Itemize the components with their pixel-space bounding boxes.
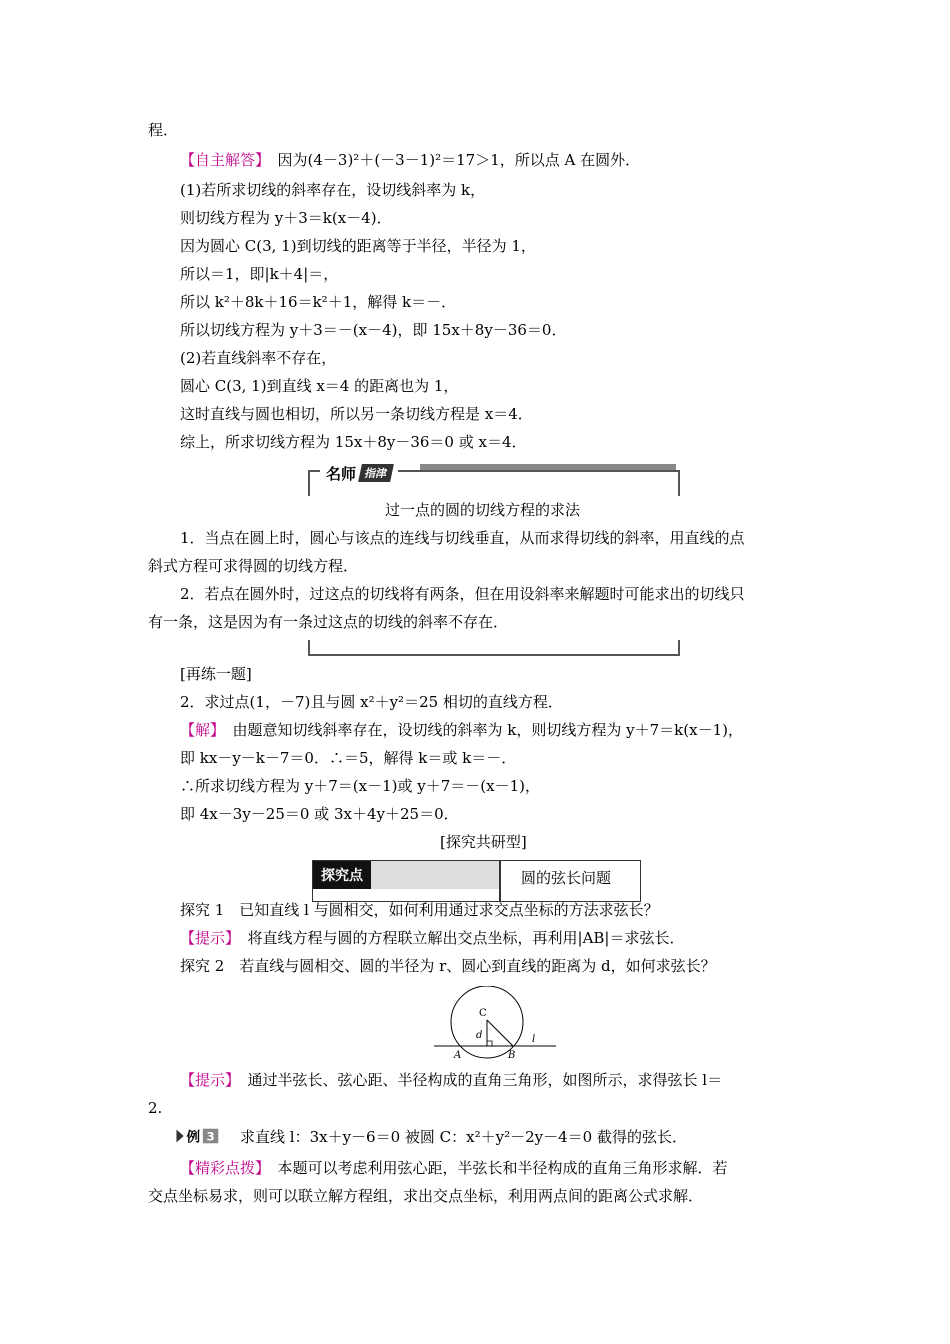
answer-tag: 【自主解答】 — [180, 151, 263, 169]
tip-paragraph: 2．若点在圆外时，过这点的切线将有两条，但在用设斜率来解题时可能求出的切线只 — [180, 585, 745, 603]
text-line: 因为圆心 C(3, 1)到切线的距离等于半径，半径为 1， — [180, 237, 536, 255]
text-line: (1)若所求切线的斜率存在，设切线斜率为 k， — [180, 181, 486, 199]
section-header: [探究共研型] — [440, 833, 527, 851]
hint-tag: 【提示】 — [180, 1071, 233, 1089]
text-line: 【解】 由题意知切线斜率存在，设切线的斜率为 k，则切线方程为 y＋7＝k(x－1)， — [180, 721, 743, 739]
example-badge — [176, 1126, 226, 1146]
text-line: 圆心 C(3, 1)到直线 x＝4 的距离也为 1， — [180, 377, 459, 395]
text-line: ∴所求切线方程为 y＋7＝(x－1)或 y＋7＝－(x－1)， — [180, 777, 540, 795]
text-line: 【提示】 将直线方程与圆的方程联立解出交点坐标，再利用|AB|＝求弦长． — [180, 929, 685, 947]
radius-segment — [487, 1020, 513, 1046]
text-line: 【提示】 通过半弦长、弦心距、半径构成的直角三角形，如图所示，求得弦长 l＝ — [180, 1071, 723, 1089]
label-l: l — [532, 1034, 536, 1045]
explore-question: 探究 1 已知直线 l 与圆相交，如何利用通过求交点坐标的方法求弦长？ — [180, 901, 659, 919]
hint-tag: 【精彩点拨】 — [180, 1159, 263, 1177]
label-c: C — [479, 1008, 487, 1019]
label-b: B — [508, 1050, 516, 1061]
tip-box-title: 过一点的圆的切线方程的求法 — [385, 501, 581, 519]
text-line: 所以 k²＋8k＋16＝k²＋1，解得 k＝－． — [180, 293, 457, 311]
label-a: A — [454, 1050, 462, 1061]
example-question: 求直线 l：3x＋y－6＝0 被圆 C：x²＋y²－2y－4＝0 截得的弦长． — [240, 1128, 687, 1146]
text-line: 则切线方程为 y＋3＝k(x－4)． — [180, 209, 392, 227]
text-line: 程． — [148, 121, 179, 139]
text-line: 2. — [148, 1099, 163, 1117]
explore-question: 探究 2 若直线与圆相交、圆的半径为 r、圆心到直线的距离为 d，如何求弦长？ — [180, 957, 716, 975]
chord-diagram — [430, 986, 560, 1062]
tip-paragraph: 1．当点在圆上时，圆心与该点的连线与切线垂直，从而求得切线的斜率，用直线的点 — [180, 529, 745, 547]
text-line: 综上，所求切线方程为 15x＋8y－36＝0 或 x＝4． — [180, 433, 527, 451]
explore-point-separator — [499, 861, 501, 901]
tip-paragraph: 有一条，这是因为有一条过这点的切线的斜率不存在． — [148, 613, 509, 631]
hint-tag: 【提示】 — [180, 929, 233, 947]
explore-point-badge: 探究点 — [313, 861, 371, 889]
text-line: 所以＝1，即|k＋4|＝， — [180, 265, 339, 283]
example-number: 3 — [206, 1129, 215, 1144]
tip-box-header-bar — [420, 464, 676, 470]
text-line: 即 4x－3y－25＝0 或 3x＋4y＋25＝0． — [180, 805, 459, 823]
practice-question: 2．求过点(1，－7)且与圆 x²＋y²＝25 相切的直线方程． — [180, 693, 563, 711]
text-line: 即 kx－y－k－7＝0．∴＝5，解得 k＝或 k＝－． — [180, 749, 517, 767]
text-line: 【精彩点拨】 本题可以考虑利用弦心距，半弦长和半径构成的直角三角形求解．若 — [180, 1159, 728, 1177]
tip-box-bottom — [308, 640, 680, 656]
explore-point-box — [312, 860, 641, 902]
explore-point-gray — [371, 861, 499, 889]
arrow-icon — [176, 1130, 183, 1143]
example-badge-label: 例 — [186, 1129, 201, 1146]
text-line: (2)若直线斜率不存在， — [180, 349, 337, 367]
explore-point-topic: 圆的弦长问题 — [521, 869, 612, 887]
right-angle-mark — [487, 1041, 492, 1046]
text-line: 所以切线方程为 y＋3＝－(x－4)，即 15x＋8y－36＝0． — [180, 321, 567, 339]
label-d: d — [476, 1030, 483, 1041]
text-line: 这时直线与圆也相切，所以另一条切线方程是 x＝4． — [180, 405, 533, 423]
text-line: 交点坐标易求，则可以联立解方程组，求出交点坐标，利用两点间的距离公式求解． — [148, 1187, 704, 1205]
tip-paragraph: 斜式方程可求得圆的切线方程． — [148, 557, 359, 575]
mingshi-badge: 名师 指津 — [320, 462, 398, 484]
solution-tag: 【解】 — [180, 721, 218, 739]
practice-header: [再练一题] — [180, 665, 252, 683]
text-line: 【自主解答】 因为(4－3)²＋(－3－1)²＝17＞1，所以点 A 在圆外． — [180, 151, 641, 169]
